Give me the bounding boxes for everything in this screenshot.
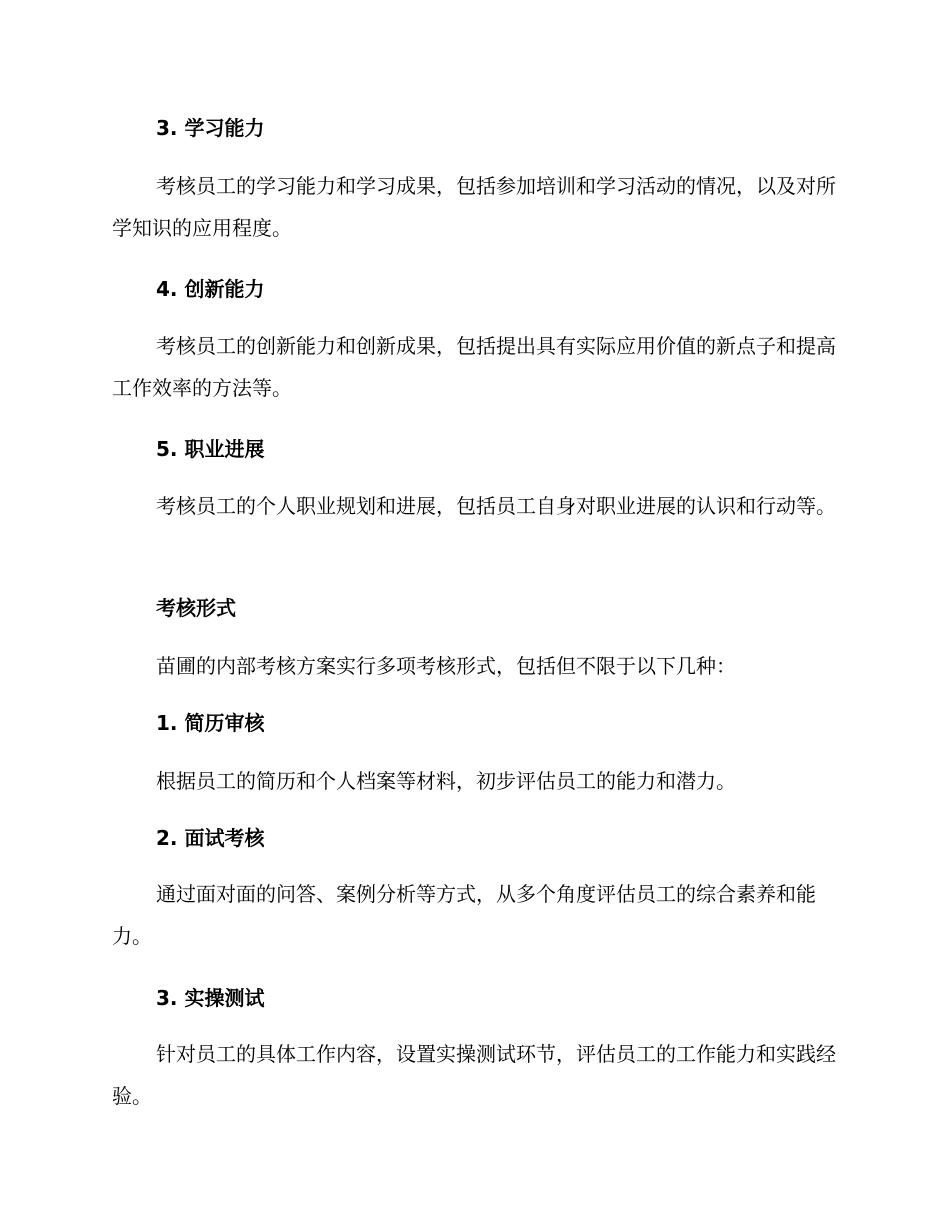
paragraph-practical-test: 针对员工的具体工作内容，设置实操测试环节，评估员工的工作能力和实践经验。	[112, 1042, 836, 1108]
section-heading-resume-review: 1. 简历审核	[156, 711, 265, 735]
section-heading-practical-test: 3. 实操测试	[156, 986, 265, 1010]
paragraph-interview: 通过面对面的问答、案例分析等方式，从多个角度评估员工的综合素养和能力。	[112, 882, 816, 948]
paragraph-career-progress: 考核员工的个人职业规划和进展，包括员工自身对职业进展的认识和行动等。	[156, 494, 836, 518]
section-heading-innovation-ability: 4. 创新能力	[156, 277, 265, 301]
paragraph-resume-review: 根据员工的简历和个人档案等材料，初步评估员工的能力和潜力。	[156, 769, 736, 793]
section-heading-interview: 2. 面试考核	[156, 826, 265, 850]
paragraph-learning-ability: 考核员工的学习能力和学习成果，包括参加培训和学习活动的情况，以及对所学知识的应用程度。	[112, 174, 836, 240]
paragraph-assessment-forms: 苗圃的内部考核方案实行多项考核形式，包括但不限于以下几种：	[156, 654, 736, 678]
section-heading-assessment-forms: 考核形式	[156, 596, 236, 620]
section-heading-career-progress: 5. 职业进展	[156, 437, 265, 461]
section-heading-learning-ability: 3. 学习能力	[156, 116, 265, 140]
paragraph-innovation-ability: 考核员工的创新能力和创新成果，包括提出具有实际应用价值的新点子和提高工作效率的方法等。	[112, 334, 836, 400]
